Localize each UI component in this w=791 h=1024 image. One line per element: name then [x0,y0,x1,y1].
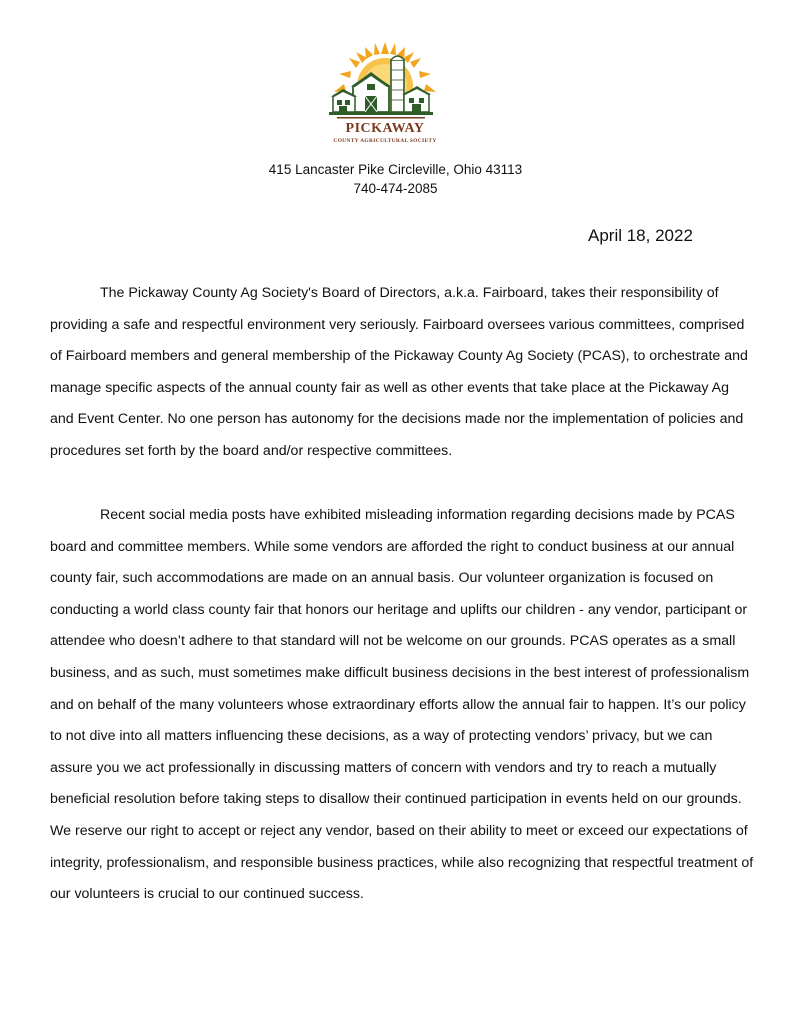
pickaway-logo [325,40,445,150]
silo [391,60,404,112]
logo-subtitle-text: COUNTY AGRICULTURAL SOCIETY [333,138,437,144]
sun-barn-icon [325,40,445,122]
letter-date: April 18, 2022 [588,226,693,245]
body-paragraph-1: The Pickaway County Ag Society's Board of Directors, a.k.a. Fairboard, takes their responsibility of providing a safe and respectful environment very seriously. Fairboard oversees various committees, comprised of Fairboard members and general membership of the Pickaway County Ag Society (PCAS), to orchestrate and manage specific aspects of the annual county fair as well as other events that take place at the Pickaway Ag and Event Center. No one person has autonomy for the decisions made nor the implementation of policies and procedures set forth by the board and/or respective committees. [50,285,748,459]
phone-number: 740-474-2085 [353,181,438,196]
ground-line [329,112,433,115]
body-paragraph-2: Recent social media posts have exhibited misleading information regarding decisions made by PCAS board and committee members. While some vendors are afforded the right to conduct business at our annual county fair, such accommodations are made on an annual basis. Our volunteer organization is focused on conducting a world class county fair that honors our heritage and uplifts our children - any vendor, participant or attendee who doesn’t adhere to that standard will not be welcome on our grounds. PCAS operates as a small business, and as such, must sometimes make difficult business decisions in the best interest of professionalism and on behalf of the many volunteers whose extraordinary efforts allow the annual fair to happen. It’s our policy to not dive into all matters influencing these decisions, as a way of protecting vendors’ privacy, but we can assure you we act professionally in discussing matters of concern with vendors and try to reach a mutually beneficial resolution before taking steps to disallow their continued participation in events held on our grounds. We reserve our right to accept or reject any vendor, based on their ability to meet or exceed our expectations of integrity, professionalism, and responsible business practices, while also recognizing that respectful treatment of our volunteers is crucial to our continued success. [50,507,754,903]
logo-name-text: PICKAWAY [345,121,425,136]
address-line: 415 Lancaster Pike Circleville, Ohio 43113 [268,162,523,177]
